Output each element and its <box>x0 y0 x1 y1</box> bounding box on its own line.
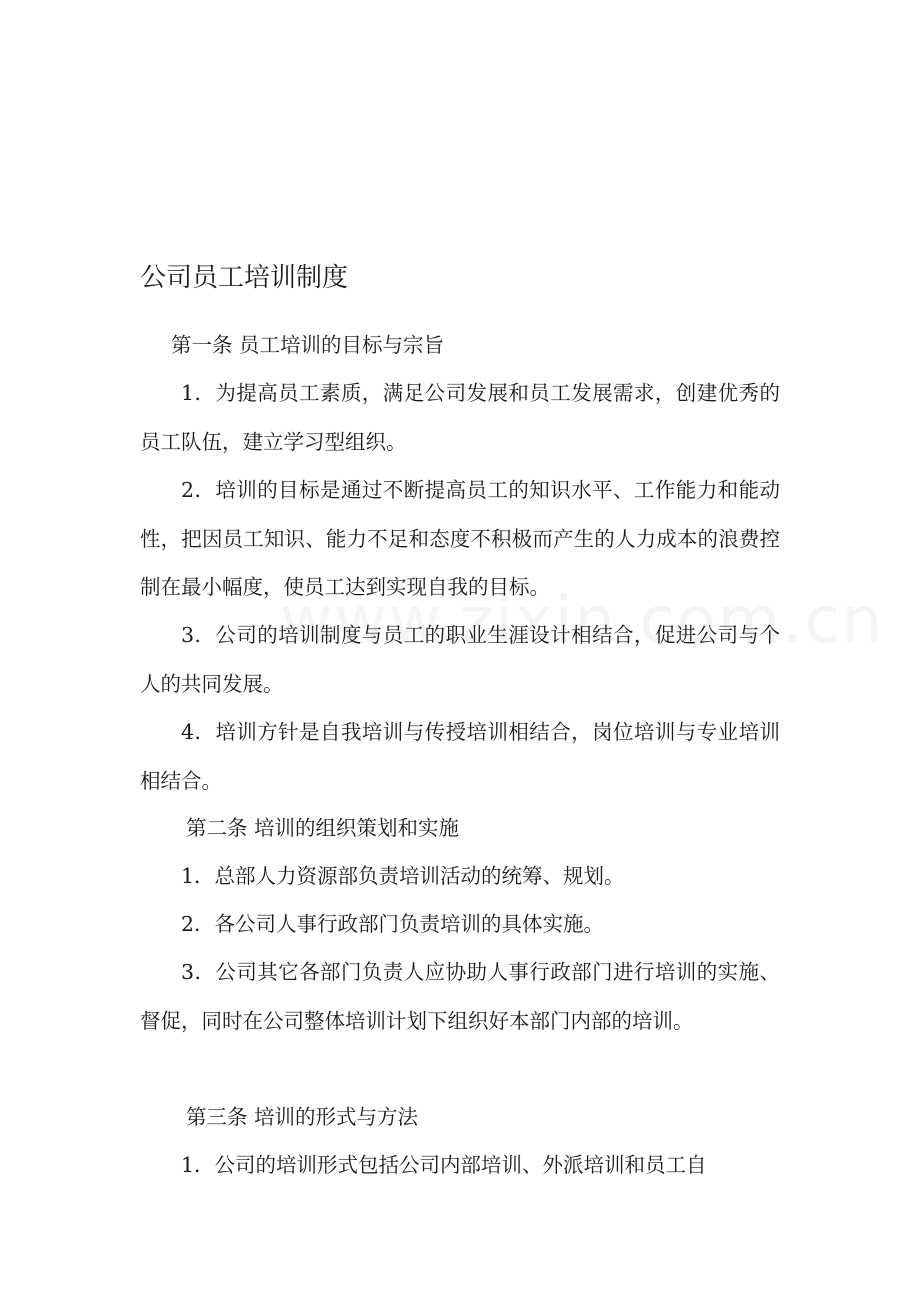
section-heading-1: 第一条 员工培训的目标与宗旨 <box>171 333 445 357</box>
section-1-item-2: 2．培训的目标是通过不断提高员工的知识水平、工作能力和能动性，把因员工知识、能力不足和态度不积极而产生的人力成本的浪费控制在最小幅度，使员工达到实现自我的目标。 <box>140 478 780 599</box>
section-3-item-1: 1．公司的培训形式包括公司内部培训、外派培训和员工自 <box>181 1153 707 1177</box>
document-title: 公司员工培训制度 <box>140 263 349 293</box>
section-2-item-2: 2．各公司人事行政部门负责培训的具体实施。 <box>181 912 605 936</box>
section-2-item-3: 3．公司其它各部门负责人应协助人事行政部门进行培训的实施、督促，同时在公司整体培训计划下组织好本部门内部的培训。 <box>140 960 780 1033</box>
section-2-item-1: 1．总部人力资源部负责培训活动的统筹、规划。 <box>181 864 625 888</box>
section-1-item-1: 1．为提高员工素质，满足公司发展和员工发展需求，创建优秀的员工队伍，建立学习型组织。 <box>140 381 780 454</box>
section-1-item-4: 4．培训方针是自我培训与传授培训相结合，岗位培训与专业培训相结合。 <box>140 720 780 793</box>
section-heading-2: 第二条 培训的组织策划和实施 <box>186 816 460 840</box>
section-heading-3: 第三条 培训的形式与方法 <box>186 1105 419 1129</box>
section-1-item-3: 3．公司的培训制度与员工的职业生涯设计相结合，促进公司与个人的共同发展。 <box>140 623 780 696</box>
